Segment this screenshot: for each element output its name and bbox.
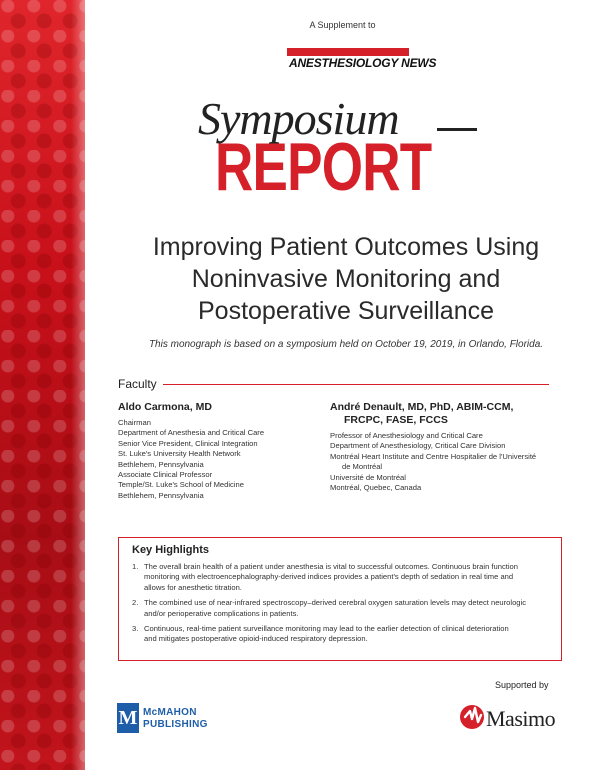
highlight-text xyxy=(144,598,526,619)
title-line: Improving Patient Outcomes Using xyxy=(152,233,540,261)
report-subtitle: This monograph is based on a symposium held on October 19, 2019, in Orlando, Florida. xyxy=(148,339,544,350)
faculty-name: André Denault, MD, PhD, ABIM-CCM, xyxy=(330,401,514,413)
masimo-logo xyxy=(458,700,568,734)
decorative-side-band xyxy=(0,0,85,770)
highlight-line: allows for anesthetic titration. xyxy=(144,582,242,592)
highlight-text xyxy=(144,624,509,645)
faculty-affiliation: Bethlehem, Pennsylvania xyxy=(118,459,204,469)
highlight-item xyxy=(132,562,551,593)
title-line: Noninvasive Monitoring and xyxy=(191,265,501,293)
highlight-line: and/or perioperative complications in patients. xyxy=(144,608,299,618)
report-title xyxy=(92,231,600,327)
masthead-symposium: Symposium xyxy=(198,93,399,144)
highlight-text xyxy=(144,562,518,593)
highlight-number: 2. xyxy=(132,598,139,608)
mcmahon-wordmark-line1: McMAHON xyxy=(143,707,197,718)
highlight-number: 3. xyxy=(132,624,139,634)
faculty-affiliation: Senior Vice President, Clinical Integration xyxy=(118,438,258,448)
supplement-label: A Supplement to xyxy=(309,20,376,30)
key-highlights-title: Key Highlights xyxy=(132,544,210,556)
supported-by-label: Supported by xyxy=(495,680,549,690)
faculty-affiliation: Temple/St. Luke's School of Medicine xyxy=(118,480,244,490)
faculty-affiliation: Montréal, Quebec, Canada xyxy=(330,483,422,493)
highlight-line: The overall brain health of a patient under anesthesia is vital to successful outcomes. Continuous brain function xyxy=(144,562,518,571)
faculty-affiliation: Université de Montréal xyxy=(330,472,406,482)
highlight-line: and mitigates postoperative opioid-induced respiratory depression. xyxy=(144,634,368,644)
faculty-affiliation: Department of Anesthesia and Critical Care xyxy=(118,428,265,438)
highlight-item xyxy=(132,624,551,645)
faculty-affiliation: Department of Anesthesiology, Critical Care Division xyxy=(330,441,506,451)
anesthesiology-news-logo xyxy=(287,48,437,74)
faculty-credentials: FRCPC, FASE, FCCS xyxy=(344,414,448,426)
faculty-heading: Faculty xyxy=(118,377,157,391)
mcmahon-publishing-logo xyxy=(117,703,217,733)
faculty-affiliation: Professor of Anesthesiology and Critical Care xyxy=(330,431,483,440)
logo-red-bar xyxy=(287,48,409,56)
mcmahon-wordmark-line2: PUBLISHING xyxy=(143,719,208,730)
mcmahon-mark-icon: M xyxy=(117,703,139,733)
highlight-item xyxy=(132,598,551,619)
key-highlights-box xyxy=(118,537,562,661)
faculty-affiliation: de Montréal xyxy=(342,462,383,472)
highlight-line: The combined use of near-infrared spectroscopy–derived cerebral oxygen saturation levels may detect neurologic xyxy=(144,598,527,608)
masthead-report: REPORT xyxy=(215,129,432,205)
faculty-divider xyxy=(163,384,549,385)
faculty-affiliation: Montréal Heart Institute and Centre Hospitalier de l'Université xyxy=(330,451,537,461)
faculty-affiliation: Bethlehem, Pennsylvania xyxy=(118,490,204,500)
logo-wordmark: ANESTHESIOLOGY NEWS xyxy=(289,56,437,70)
title-line: Postoperative Surveillance xyxy=(198,297,494,325)
masimo-wordmark: Masimo xyxy=(486,706,556,731)
faculty-name: Aldo Carmona, MD xyxy=(118,401,212,413)
highlight-number: 1. xyxy=(132,562,139,571)
faculty-affiliation: St. Luke's University Health Network xyxy=(118,449,241,459)
faculty-affiliation: Chairman xyxy=(118,418,151,427)
faculty-affiliation: Associate Clinical Professor xyxy=(118,470,213,480)
faculty-member-carmona xyxy=(118,401,338,501)
highlight-line: monitoring with electroencephalography-derived indices provides a patient's depth of sedation in real time and xyxy=(144,572,514,582)
masthead-rule xyxy=(437,128,477,131)
faculty-member-denault xyxy=(330,401,580,493)
highlight-line: Continuous, real-time patient surveillance monitoring may lead to the earlier detection of clinical deterioration xyxy=(144,624,509,634)
